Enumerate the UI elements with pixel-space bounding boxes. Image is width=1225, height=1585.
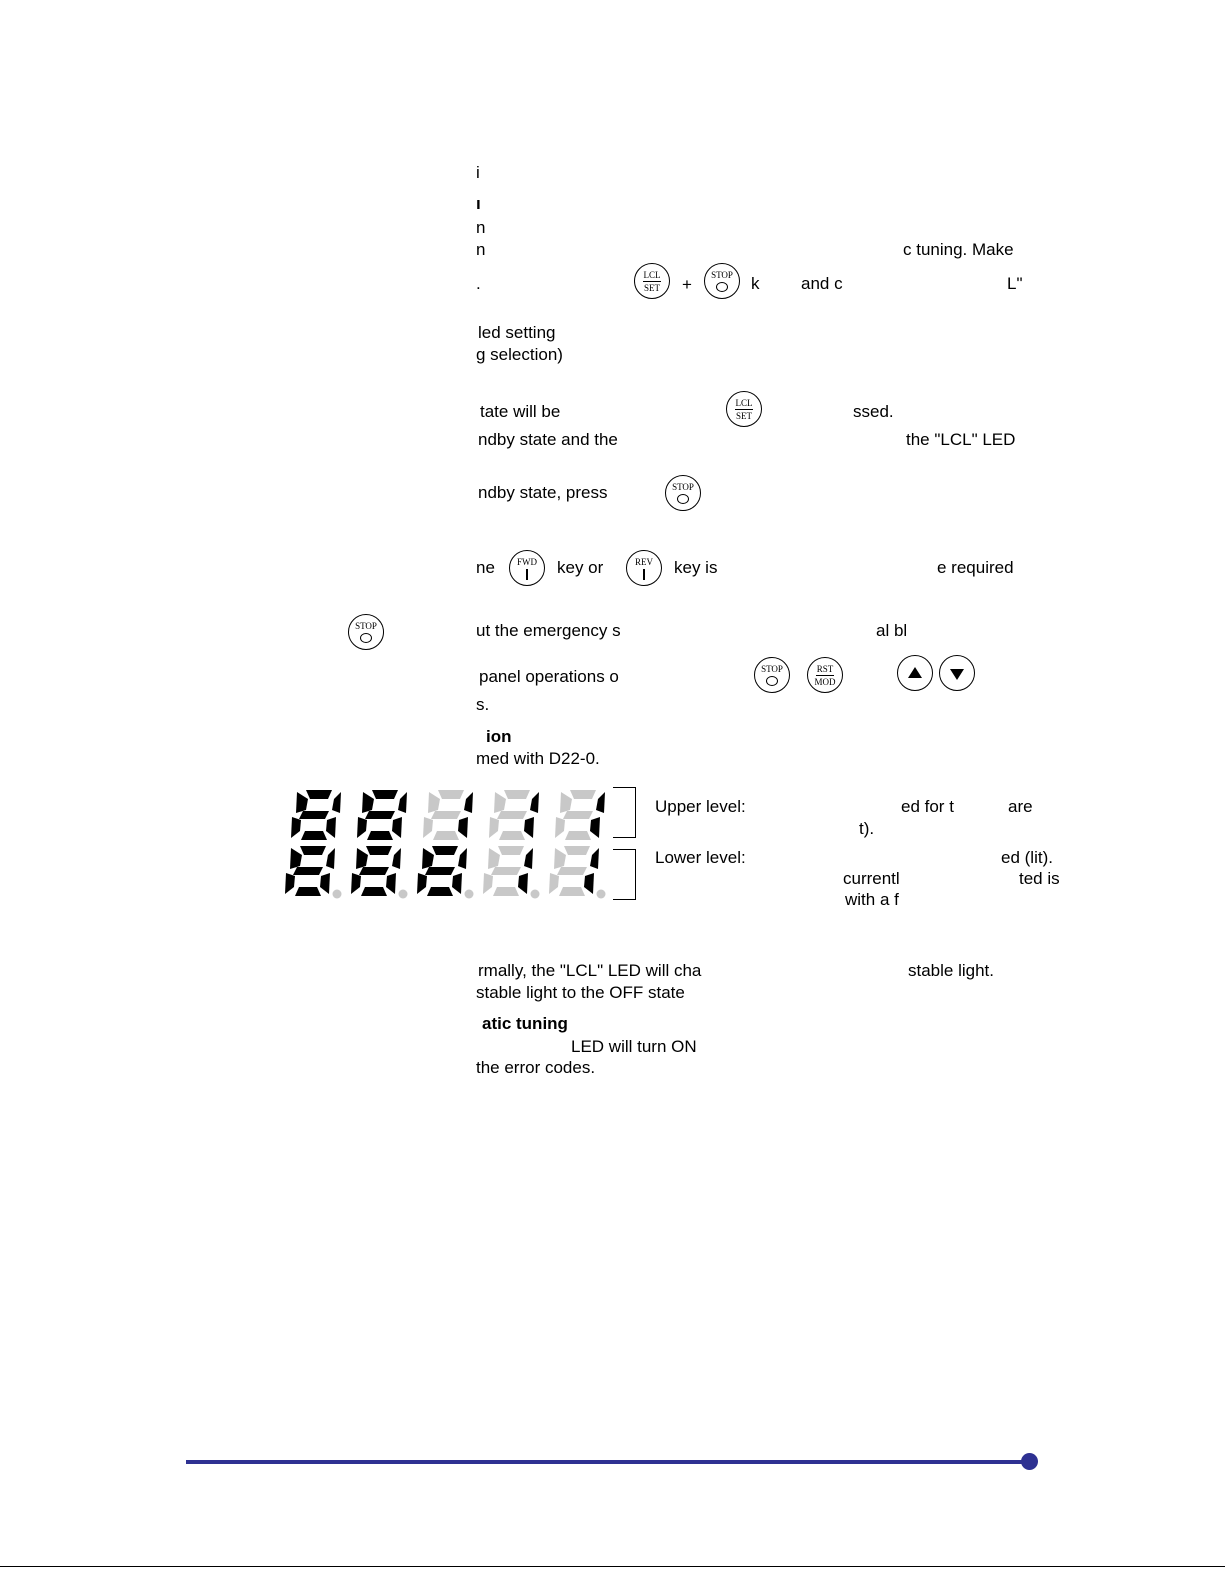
upper-digit-3-segment-c — [458, 817, 468, 838]
lower-digit-1-segment-b — [326, 848, 335, 869]
text-line-29: ed for t — [901, 797, 954, 816]
lower-digit-5-segment-c — [584, 873, 594, 894]
upper-digit-2-segment-d — [367, 831, 393, 840]
seven-segment-display — [280, 784, 620, 914]
text-line-19: key or — [557, 558, 604, 577]
upper-digit-1-segment-a — [306, 790, 332, 799]
text-line-12: g selection) — [476, 345, 563, 364]
lower-digit-2-segment-a — [366, 846, 392, 855]
upper-digit-5-segment-c — [590, 817, 600, 838]
lower-digit-5-segment-g — [557, 867, 587, 875]
text-line-1: i — [476, 163, 480, 182]
lower-digit-2-segment-e — [351, 873, 361, 894]
text-line-31: t). — [859, 819, 875, 838]
text-line-8: k — [751, 274, 760, 293]
upper-digit-2-segment-c — [392, 817, 402, 838]
text-line-41: LED will turn ON — [571, 1037, 697, 1056]
text-line-28: Upper level: — [655, 797, 746, 816]
lower-digit-1-segment-d — [295, 887, 321, 896]
upper-digit-5-segment-e — [555, 817, 565, 838]
text-line-3: n — [476, 218, 486, 237]
lower-digit-5-segment-a — [564, 846, 590, 855]
text-line-20: key is — [674, 558, 718, 577]
text-line-23: al bl — [876, 621, 908, 640]
upper-digit-4-segment-g — [497, 811, 527, 819]
lower-digit-3-segment-e — [417, 873, 427, 894]
upper-digit-3-segment-b — [464, 792, 473, 813]
lower-digit-5-segment-b — [590, 848, 599, 869]
text-line-6: . — [476, 274, 481, 293]
lower-digit-1-segment-c — [320, 873, 330, 894]
upper-digit-1-segment-d — [301, 831, 327, 840]
page-edge-rule — [0, 1566, 1225, 1567]
lower-digit-3-segment-c — [452, 873, 462, 894]
text-line-34: currentl — [843, 869, 900, 888]
text-line-39: stable light to the OFF state — [476, 983, 685, 1002]
text-line-35: ted is — [1019, 869, 1060, 888]
lower-digit-5-segment-e — [549, 873, 559, 894]
text-line-4: n — [476, 240, 486, 259]
upper-digit-3-segment-f — [428, 792, 440, 813]
upper-digit-4-segment-d — [499, 831, 525, 840]
down-key — [939, 655, 975, 691]
fwd-key: FWD — [509, 550, 545, 586]
lower-digit-3-segment-f — [422, 848, 434, 869]
lower-digit-3-segment-a — [432, 846, 458, 855]
lower-digit-4-segment-b — [524, 848, 533, 869]
text-line-14: ssed. — [853, 402, 894, 421]
footer-rule — [186, 1460, 1030, 1464]
stop-key: STOP — [754, 657, 790, 693]
text-line-40: atic tuning — [482, 1014, 568, 1033]
text-line-33: ed (lit). — [1001, 848, 1053, 867]
stop-key: STOP — [704, 263, 740, 299]
upper-digit-4-segment-a — [504, 790, 530, 799]
text-line-26: ion — [486, 727, 512, 746]
upper-digit-3-segment-a — [438, 790, 464, 799]
upper-digit-3-segment-d — [433, 831, 459, 840]
lower-digit-1-segment-e — [285, 873, 295, 894]
upper-digit-2-segment-f — [362, 792, 374, 813]
lcl-set-key: LCL SET — [726, 391, 762, 427]
lower-level-bracket — [613, 849, 636, 900]
text-line-18: ne — [476, 558, 495, 577]
upper-digit-3-segment-e — [423, 817, 433, 838]
decimal-point-5 — [597, 890, 606, 899]
rev-key: REV — [626, 550, 662, 586]
lower-digit-3-segment-b — [458, 848, 467, 869]
stop-key: STOP — [665, 475, 701, 511]
lower-digit-1-segment-g — [293, 867, 323, 875]
upper-digit-1-segment-g — [299, 811, 329, 819]
text-line-2: ı — [476, 194, 481, 213]
upper-digit-3-segment-g — [431, 811, 461, 819]
stop-key: STOP — [348, 614, 384, 650]
rst-mod-key: RST MOD — [807, 657, 843, 693]
text-line-24: panel operations o — [479, 667, 619, 686]
lower-digit-3-segment-d — [427, 887, 453, 896]
lower-digit-4-segment-f — [488, 848, 500, 869]
lower-digit-1-segment-f — [290, 848, 302, 869]
decimal-point-1 — [333, 890, 342, 899]
text-line-11: led setting — [478, 323, 556, 342]
upper-digit-2-segment-g — [365, 811, 395, 819]
lower-digit-4-segment-c — [518, 873, 528, 894]
text-line-5: c tuning. Make — [903, 240, 1014, 259]
text-line-7: + — [682, 275, 692, 294]
decimal-point-4 — [531, 890, 540, 899]
upper-digit-4-segment-f — [494, 792, 506, 813]
text-line-21: e required — [937, 558, 1014, 577]
upper-digit-2-segment-b — [398, 792, 407, 813]
upper-level-bracket — [613, 787, 636, 838]
lower-digit-2-segment-g — [359, 867, 389, 875]
lower-digit-2-segment-c — [386, 873, 396, 894]
up-key — [897, 655, 933, 691]
upper-digit-1-segment-e — [291, 817, 301, 838]
text-line-9: and c — [801, 274, 843, 293]
upper-digit-1-segment-b — [332, 792, 341, 813]
lower-digit-5-segment-f — [554, 848, 566, 869]
text-line-13: tate will be — [480, 402, 561, 421]
lcl-set-key: LCL SET — [634, 263, 670, 299]
lower-digit-4-segment-a — [498, 846, 524, 855]
text-line-37: rmally, the "LCL" LED will cha — [478, 961, 702, 980]
upper-digit-5-segment-g — [563, 811, 593, 819]
upper-digit-5-segment-d — [565, 831, 591, 840]
text-line-16: the "LCL" LED — [906, 430, 1016, 449]
upper-digit-1-segment-c — [326, 817, 336, 838]
lower-digit-2-segment-b — [392, 848, 401, 869]
text-line-42: the error codes. — [476, 1058, 596, 1077]
upper-digit-2-segment-e — [357, 817, 367, 838]
text-line-32: Lower level: — [655, 848, 746, 867]
down-arrow-icon — [950, 669, 964, 680]
lower-digit-5-segment-d — [559, 887, 585, 896]
text-line-10: L" — [1007, 274, 1023, 293]
upper-digit-4-segment-c — [524, 817, 534, 838]
text-line-36: with a f — [845, 890, 899, 909]
text-line-22: ut the emergency s — [476, 621, 621, 640]
upper-digit-4-segment-b — [530, 792, 539, 813]
up-arrow-icon — [908, 667, 922, 678]
decimal-point-2 — [399, 890, 408, 899]
text-line-15: ndby state and the — [478, 430, 618, 449]
lower-digit-2-segment-f — [356, 848, 368, 869]
text-line-30: are — [1008, 797, 1033, 816]
upper-digit-5-segment-f — [560, 792, 572, 813]
upper-digit-5-segment-b — [596, 792, 605, 813]
text-line-17: ndby state, press — [478, 483, 608, 502]
lower-digit-4-segment-g — [491, 867, 521, 875]
upper-digit-5-segment-a — [570, 790, 596, 799]
text-line-27: med with D22-0. — [476, 749, 600, 768]
lower-digit-2-segment-d — [361, 887, 387, 896]
upper-digit-2-segment-a — [372, 790, 398, 799]
lower-digit-4-segment-d — [493, 887, 519, 896]
footer-dot — [1021, 1453, 1038, 1470]
lower-digit-1-segment-a — [300, 846, 326, 855]
upper-digit-4-segment-e — [489, 817, 499, 838]
lower-digit-4-segment-e — [483, 873, 493, 894]
text-line-25: s. — [476, 695, 490, 714]
text-line-38: stable light. — [908, 961, 994, 980]
decimal-point-3 — [465, 890, 474, 899]
upper-digit-1-segment-f — [296, 792, 308, 813]
lower-digit-3-segment-g — [425, 867, 455, 875]
